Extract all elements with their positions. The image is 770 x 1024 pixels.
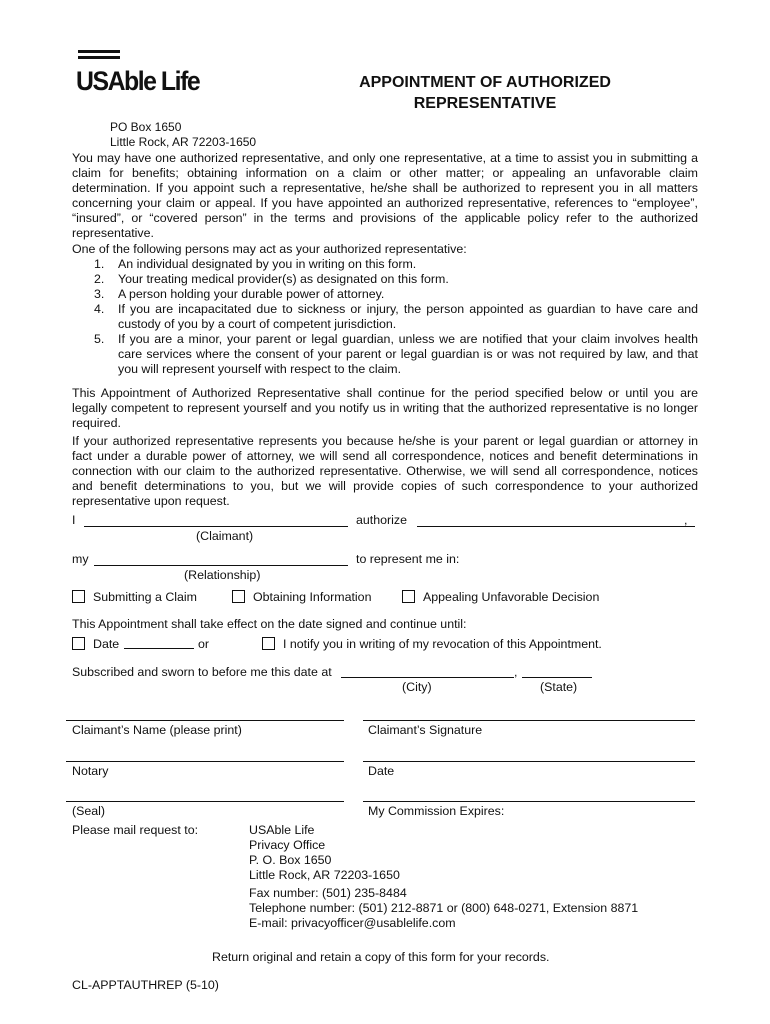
authorize-label: authorize: [356, 513, 407, 527]
option-appealing-decision[interactable]: Appealing Unfavorable Decision: [402, 590, 599, 605]
list-item: 5. If you are a minor, your parent or legal guardian, unless we are notified that your claim involves health care services where the consent of your parent or legal guardian is or was not required by law, and that you will represent yourself with respect to the claim.: [94, 332, 698, 376]
form-title: [300, 72, 670, 114]
comma: ,: [514, 665, 518, 679]
effect-text: This Appointment shall take effect on the date signed and continue until:: [72, 617, 467, 631]
duration-paragraph: This Appointment of Authorized Representative shall continue for the period specified below or until you are legally competent to represent yourself and you notify us in writing that the authorized representative is no longer required.: [72, 386, 698, 430]
form-code: CL-APPTAUTHREP (5-10): [72, 978, 219, 992]
checkbox[interactable]: [72, 590, 85, 603]
claimant-name-line[interactable]: [66, 720, 344, 721]
retain-note: Return original and retain a copy of this form for your records.: [212, 950, 550, 964]
state-caption: (State): [540, 680, 578, 694]
city-caption: (City): [402, 680, 432, 694]
i-label: I: [72, 513, 76, 527]
claimant-name-label: Claimant’s Name (please print): [72, 723, 242, 737]
checkbox[interactable]: [262, 637, 275, 650]
claimant-caption: (Claimant): [196, 529, 254, 543]
company-address: [110, 120, 256, 150]
option-submitting-claim[interactable]: Submitting a Claim: [72, 590, 197, 605]
end-date-field[interactable]: [124, 648, 194, 649]
company-logo: USAble Life: [76, 66, 200, 96]
list-item: 4. If you are incapacitated due to sickness or injury, the person appointed as guardian to have care and custody of you by a court of competent jurisdiction.: [94, 302, 698, 331]
claimant-signature-label: Claimant’s Signature: [368, 723, 483, 737]
represent-label: to represent me in:: [356, 552, 460, 566]
fax-number: Fax number: (501) 235-8484: [249, 886, 407, 900]
list-item: 1. An individual designated by you in writing on this form.: [94, 257, 417, 271]
notary-line[interactable]: [66, 761, 344, 762]
option-obtaining-information[interactable]: Obtaining Information: [232, 590, 371, 605]
logo-bars: [78, 50, 120, 62]
mail-contact: [249, 886, 638, 931]
mail-address: USAble Life Privacy Office P. O. Box 1650 Little Rock, AR 72203-1650: [249, 823, 400, 882]
representative-list: [72, 257, 698, 377]
claimant-name-field[interactable]: [84, 526, 348, 527]
my-label: my: [72, 552, 89, 566]
representative-name-field[interactable]: [417, 526, 695, 527]
relationship-caption: (Relationship): [184, 568, 261, 582]
notary-label: Notary: [72, 764, 109, 778]
telephone-number: Telephone number: (501) 212-8871 or (800) 648-0271, Extension 8871: [249, 901, 639, 915]
commission-line[interactable]: [363, 801, 695, 802]
date-line[interactable]: [363, 761, 695, 762]
title-line-2: REPRESENTATIVE: [413, 95, 557, 112]
or-label: or: [198, 637, 210, 651]
mail-label: Please mail request to:: [72, 823, 199, 837]
claimant-signature-line[interactable]: [363, 720, 695, 721]
intro-paragraph: You may have one authorized representative, and only one representative, at a time to assist you in submitting a claim for benefits; obtaining information on a claim or other matter; or appealing an unfavorable claim determination. If you appoint such a representative, he/she shall be authorized to represent you in all matters concerning your claim or appeal. If you have appointed an authorized representative, references to “employee”, “insured”, or “covered person” in the terms and provisions of the applicable policy refer to the authorized representative.: [72, 151, 698, 240]
checkbox[interactable]: [72, 637, 85, 650]
commission-label: My Commission Expires:: [368, 804, 505, 818]
sworn-label: Subscribed and sworn to before me this date at: [72, 665, 332, 679]
list-item: 3. A person holding your durable power of attorney.: [94, 287, 385, 301]
seal-line[interactable]: [66, 801, 344, 802]
checkbox[interactable]: [402, 590, 415, 603]
list-item: 2. Your treating medical provider(s) as designated on this form.: [94, 272, 449, 286]
checkbox[interactable]: [232, 590, 245, 603]
seal-label: (Seal): [72, 804, 106, 818]
option-date[interactable]: Date: [72, 637, 119, 652]
relationship-field[interactable]: [94, 565, 348, 566]
address-line-1: PO Box 1650: [110, 120, 182, 134]
list-intro: One of the following persons may act as your authorized representative:: [72, 242, 467, 256]
email-address: E-mail: privacyofficer@usablelife.com: [249, 916, 456, 930]
title-line-1: APPOINTMENT OF AUTHORIZED: [359, 74, 611, 91]
date-label: Date: [368, 764, 395, 778]
city-field[interactable]: [341, 677, 514, 678]
correspondence-paragraph: If your authorized representative represents you because he/she is your parent or legal guardian or attorney in fact under a durable power of attorney, we will send all correspondence, notices and benefit determinations in connection with our claim to the authorized representative. Otherwise, we will send all correspondence, notices and benefit determinations to you, but we will provide copies of such correspondence to your authorized representative upon request.: [72, 434, 698, 508]
option-revocation[interactable]: I notify you in writing of my revocation of this Appointment.: [262, 637, 602, 652]
state-field[interactable]: [522, 677, 592, 678]
comma: ,: [684, 513, 688, 527]
address-line-2: Little Rock, AR 72203-1650: [110, 135, 257, 149]
